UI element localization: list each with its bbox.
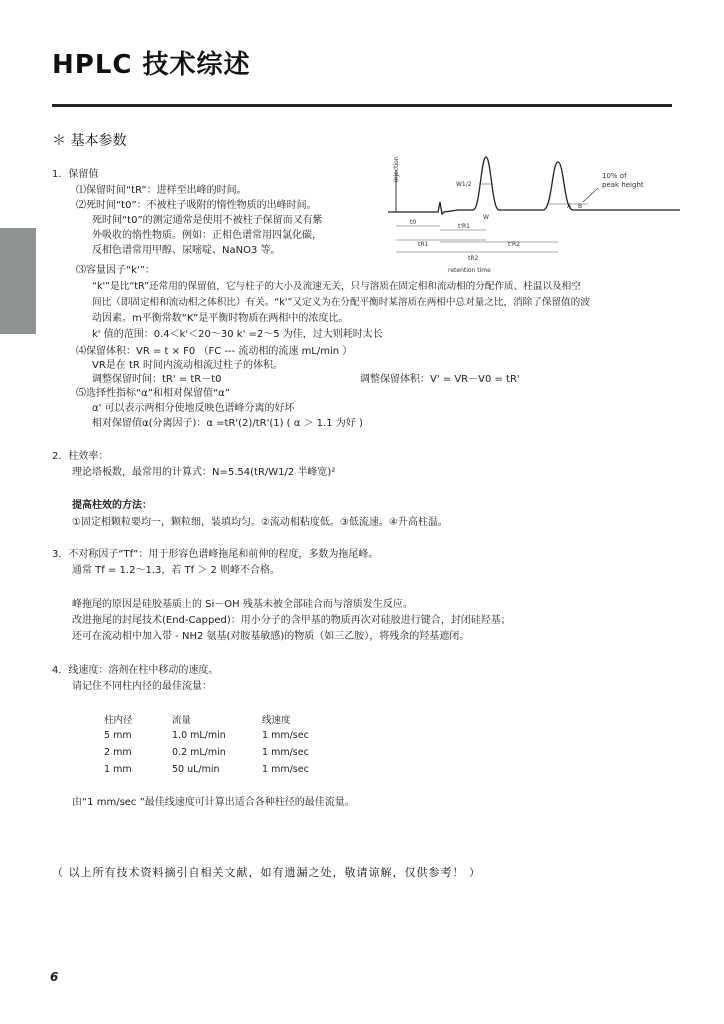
s4-label: 4．线速度：溶剂在柱中移动的速度。 <box>52 665 219 676</box>
s4-line: 由“1 mm/sec ”最佳线速度可计算出适合各种柱径的最佳流量。 <box>72 797 355 808</box>
table-row <box>104 761 309 778</box>
s1-line: ⑵死时间“t0”：不被柱子吸附的惰性物质的出峰时间。 <box>76 200 317 211</box>
s2-subheading: 提高柱效的方法： <box>72 500 152 511</box>
table-cell: 1 mm/sec <box>262 764 309 775</box>
s1-line: 死时间“t0”的测定通常是使用不被柱子保留而又有紫 <box>92 215 323 226</box>
s3-label: 3．不对称因子“Tf”：用于形容色谱峰拖尾和前伸的程度，多数为拖尾峰。 <box>52 549 379 560</box>
table-cell: 0.2 mL/min <box>172 747 226 758</box>
s1-line: 反相色谱常用甲醇、尿嘧啶、NaNO3 等。 <box>92 245 281 256</box>
table-cell: 1 mm <box>104 764 132 775</box>
s3-line: 改进拖尾的封尾技术(End-Capped)：用小分子的含甲基的物质再次对硅胶进行键合，封闭硅羟基； <box>72 615 511 626</box>
table-cell: 2 mm <box>104 747 132 758</box>
s2-line: ①固定相颗粒要均一，颗粒细，装填均匀。②流动相粘度低。③低流速。④升高柱温。 <box>72 517 448 528</box>
w-label: W <box>483 214 489 221</box>
s1-line: “k'”是比“tR”还常用的保留值，它与柱子的大小及流速无关，只与溶质在固定相和流动相的分配作质、柱温以及相空 <box>92 281 581 292</box>
tr1p-label: t'R1 <box>458 223 470 230</box>
table-row <box>104 727 309 744</box>
s1-line: ⑸选择性指标“α”和相对保留值“α” <box>76 388 230 399</box>
s1-line: 调整保留时间：tR' = tR－t0 <box>92 374 222 385</box>
b-label: B <box>578 203 583 210</box>
table-header-row <box>104 710 309 727</box>
s3-line: 峰拖尾的原因是硅胶基质上的 Si－OH 残基未被全部硅合而与溶质发生反应。 <box>72 599 413 610</box>
injection-label: injection <box>393 156 400 182</box>
page-number: 6 <box>50 970 59 984</box>
s2-label: 2．柱效率： <box>52 451 109 462</box>
s1-line: ⑷保留体积：VR = t × F0 （FC --- 流动相的流速 mL/min ） <box>76 346 353 357</box>
s1-line: 相对保留值α(分离因子)：α =tR'(2)/tR'(1) ( α ＞ 1.1 为好 ) <box>92 418 363 429</box>
peak-height-label-2: peak height <box>602 181 644 189</box>
s1-line: 调整保留体积：V' = VR－V0 = tR' <box>360 374 520 385</box>
table-header: 柱内径 <box>104 714 133 726</box>
side-tab <box>0 228 36 334</box>
tr1-label: tR1 <box>418 241 429 248</box>
peak-height-label-1: 10% of <box>602 172 627 180</box>
table-header: 线速度 <box>262 714 291 726</box>
t0-label: t0 <box>410 219 417 226</box>
chromatogram-diagram <box>388 152 680 276</box>
tr2-label: tR2 <box>468 255 479 262</box>
w-half-label: W1/2 <box>456 181 472 188</box>
table-cell: 5 mm <box>104 730 132 741</box>
flow-table <box>104 710 309 778</box>
s1-line: 动因素。m平衡常数“K”是平衡时物质在两相中的浓度比。 <box>92 313 349 324</box>
page-title: HPLC 技术综述 <box>52 50 251 80</box>
s2-line: 理论塔板数，最常用的计算式：N=5.54(tR/W1/2 半峰宽)² <box>72 467 336 478</box>
title-divider <box>52 104 672 107</box>
a-label: A <box>567 203 572 210</box>
s1-line: k' 值的范围：0.4＜k'＜20～30 k' =2～5 为佳，过大则耗时太长 <box>92 329 383 340</box>
callout-line <box>583 188 598 202</box>
tr2p-label: t'R2 <box>508 241 520 248</box>
s3-line: 还可在流动相中加入带 - NH2 氨基(对胺基敏感)的物质（如三乙胺），将残余的羟基遮闭。 <box>72 631 470 642</box>
table-cell: 1 mm/sec <box>262 730 309 741</box>
s3-line: 通常 Tf = 1.2～1.3，若 Tf ＞ 2 则峰不合格。 <box>72 565 281 576</box>
s1-line: VR是在 tR 时间内流动相流过柱子的体积。 <box>92 360 284 371</box>
table-cell: 1 mm/sec <box>262 747 309 758</box>
s1-line: ⑴保留时间“tR”：进样至出峰的时间。 <box>76 185 247 196</box>
s1-line: 间比（即固定相和流动相之体积比）有关。“k'”又定义为在分配平衡时某溶质在两相中总对量之比，消除了保留值的波 <box>92 297 590 308</box>
s1-line: α' 可以表示两相分使地反映色谱峰分离的好坏 <box>92 403 295 414</box>
x-axis-label: retention time <box>448 267 491 274</box>
section-heading: ＊ 基本参数 <box>52 133 127 149</box>
s1-line: ⑶容量因子“k'”： <box>76 265 155 276</box>
table-cell: 50 uL/min <box>172 764 220 775</box>
s1-label: 1．保留值 <box>52 169 99 180</box>
table-row <box>104 744 309 761</box>
disclaimer-footer: （ 以上所有技术资料摘引自相关文献，如有遗漏之处，敬请谅解，仅供参考！ ） <box>52 866 481 879</box>
s4-line: 请记住不同柱内径的最佳流量： <box>72 681 212 692</box>
table-header: 流量 <box>172 714 192 726</box>
table-cell: 1.0 mL/min <box>172 730 226 741</box>
s1-line: 外吸收的惰性物质。例如：正相色谱常用四氯化碳， <box>92 230 322 241</box>
